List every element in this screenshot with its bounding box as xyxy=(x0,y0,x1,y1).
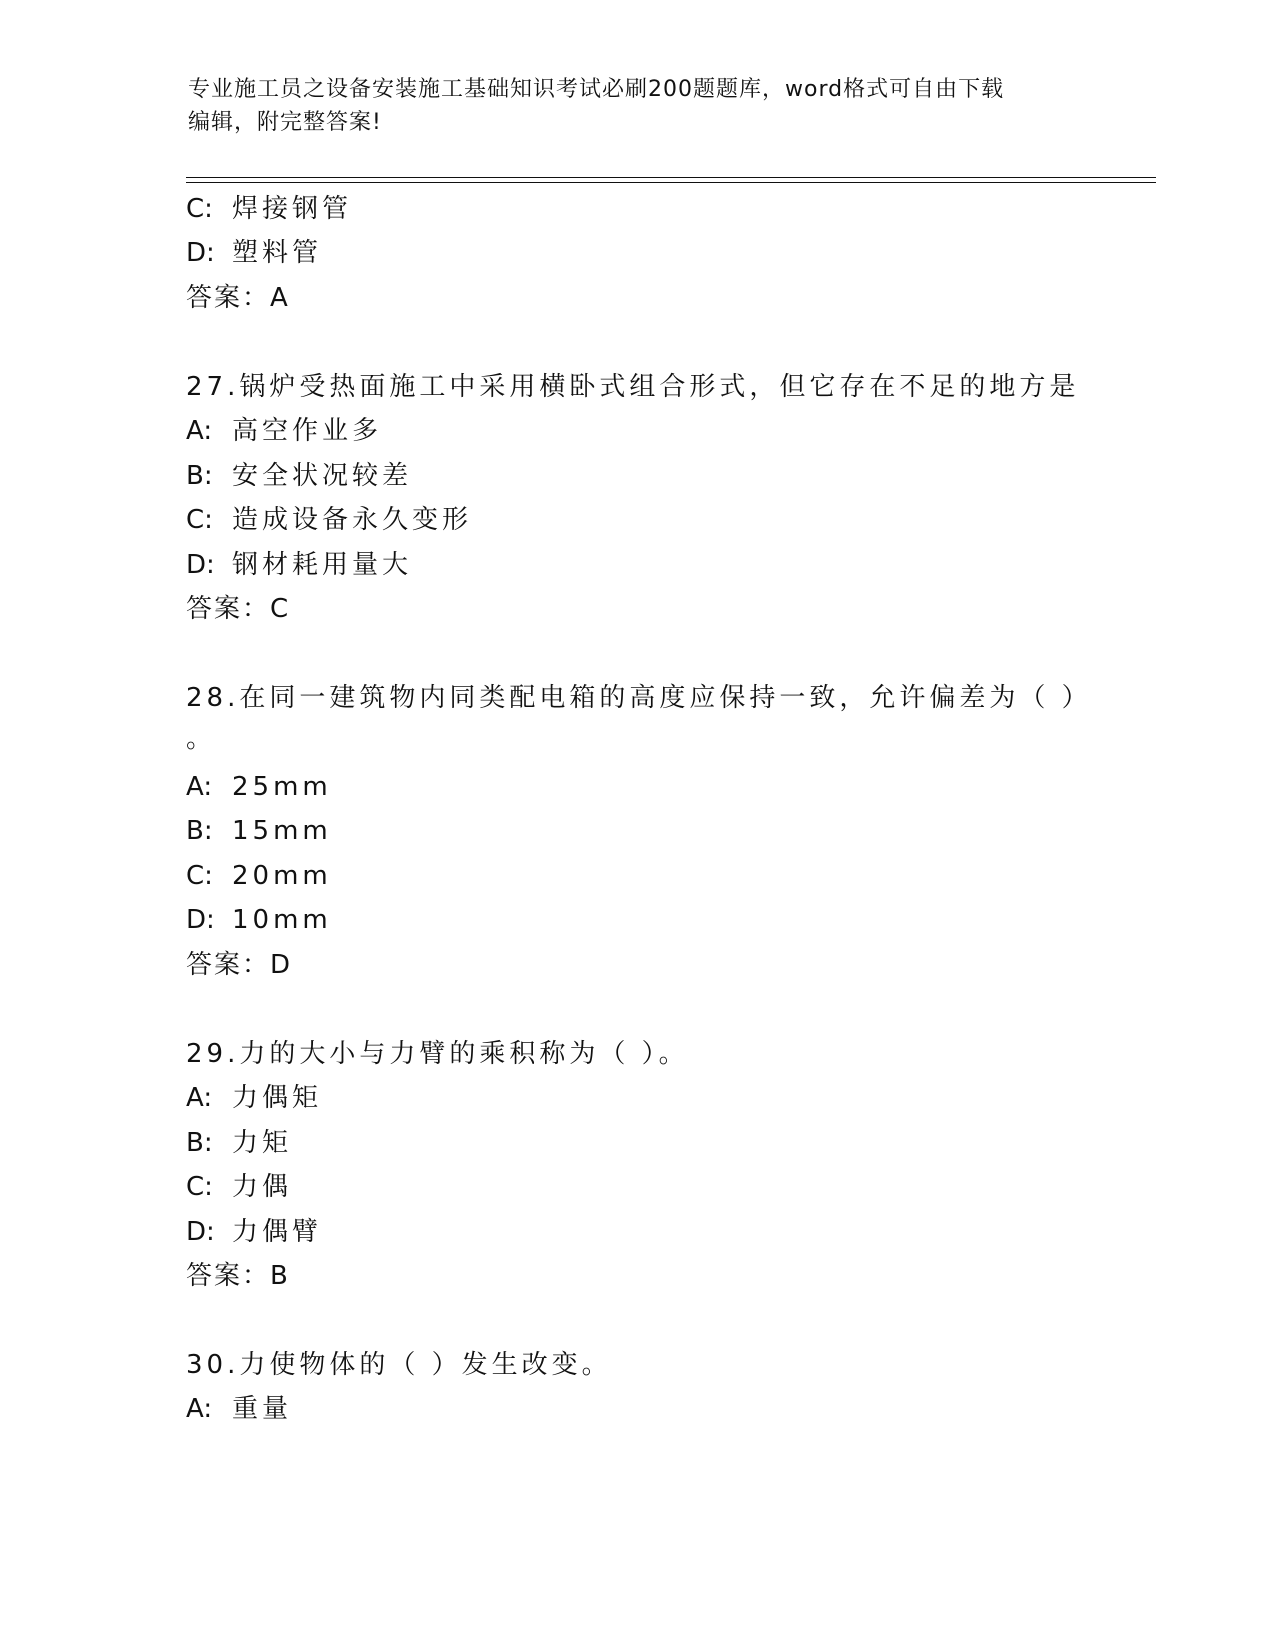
option-text: 造成设备永久变形 xyxy=(232,505,473,535)
option-text: 力矩 xyxy=(232,1128,293,1158)
answer-value: A xyxy=(270,283,289,313)
option-text: 力偶臂 xyxy=(232,1217,323,1247)
option-d xyxy=(186,548,412,582)
option-key: A: xyxy=(186,772,213,802)
option-key: A: xyxy=(186,1083,213,1113)
option-text: 高空作业多 xyxy=(232,416,383,446)
option-text: 塑料管 xyxy=(232,238,323,268)
option-key: B: xyxy=(186,1128,213,1158)
option-text: 焊接钢管 xyxy=(232,194,353,224)
answer-value: B xyxy=(270,1261,289,1291)
option-c xyxy=(186,859,332,893)
answer-line xyxy=(186,1259,289,1293)
option-d xyxy=(186,236,322,270)
option-c xyxy=(186,503,472,537)
option-key: B: xyxy=(186,461,213,491)
option-key: C: xyxy=(186,505,213,535)
answer-label: 答案： xyxy=(186,950,271,980)
question-stem: 29.力的大小与力臂的乘积称为（ ）。 xyxy=(186,1039,689,1069)
header-title-line2: 编辑，附完整答案! xyxy=(188,110,382,135)
question-stem-continuation: 。 xyxy=(186,724,217,754)
option-key: C: xyxy=(186,194,213,224)
option-d xyxy=(186,1215,322,1249)
option-key: D: xyxy=(186,238,215,268)
option-c xyxy=(186,192,352,226)
option-d xyxy=(186,903,332,937)
answer-value: C xyxy=(270,594,290,624)
answer-line xyxy=(186,948,291,982)
option-key: B: xyxy=(186,816,213,846)
answer-line xyxy=(186,281,289,315)
option-b xyxy=(186,814,332,848)
answer-value: D xyxy=(270,950,292,980)
option-b xyxy=(186,459,412,493)
answer-label: 答案： xyxy=(186,283,271,313)
option-text: 15mm xyxy=(232,816,332,846)
option-key: C: xyxy=(186,1172,213,1202)
option-b xyxy=(186,1126,292,1160)
question-stem: 27.锅炉受热面施工中采用横卧式组合形式，但它存在不足的地方是 xyxy=(186,372,1080,402)
question-stem: 28.在同一建筑物内同类配电箱的高度应保持一致，允许偏差为（ ） xyxy=(186,683,1092,713)
option-text: 重量 xyxy=(232,1394,293,1424)
option-key: A: xyxy=(186,416,213,446)
option-text: 力偶 xyxy=(232,1172,293,1202)
answer-label: 答案： xyxy=(186,1261,271,1291)
option-key: A: xyxy=(186,1394,213,1424)
question-stem: 30.力使物体的（ ）发生改变。 xyxy=(186,1350,612,1380)
page-header xyxy=(188,73,1088,139)
header-divider xyxy=(186,177,1156,183)
option-text: 力偶矩 xyxy=(232,1083,323,1113)
option-text: 10mm xyxy=(232,905,332,935)
option-text: 钢材耗用量大 xyxy=(232,550,413,580)
option-c xyxy=(186,1170,292,1204)
option-a xyxy=(186,770,332,804)
answer-label: 答案： xyxy=(186,594,271,624)
option-a xyxy=(186,414,382,448)
option-a xyxy=(186,1081,322,1115)
option-text: 25mm xyxy=(232,772,332,802)
header-title-line1: 专业施工员之设备安装施工基础知识考试必刷200题题库，word格式可自由下载 xyxy=(188,77,1005,102)
answer-line xyxy=(186,592,289,626)
option-key: C: xyxy=(186,861,213,891)
option-key: D: xyxy=(186,905,215,935)
option-a xyxy=(186,1392,292,1426)
option-text: 安全状况较差 xyxy=(232,461,413,491)
option-key: D: xyxy=(186,1217,215,1247)
option-text: 20mm xyxy=(232,861,332,891)
option-key: D: xyxy=(186,550,215,580)
